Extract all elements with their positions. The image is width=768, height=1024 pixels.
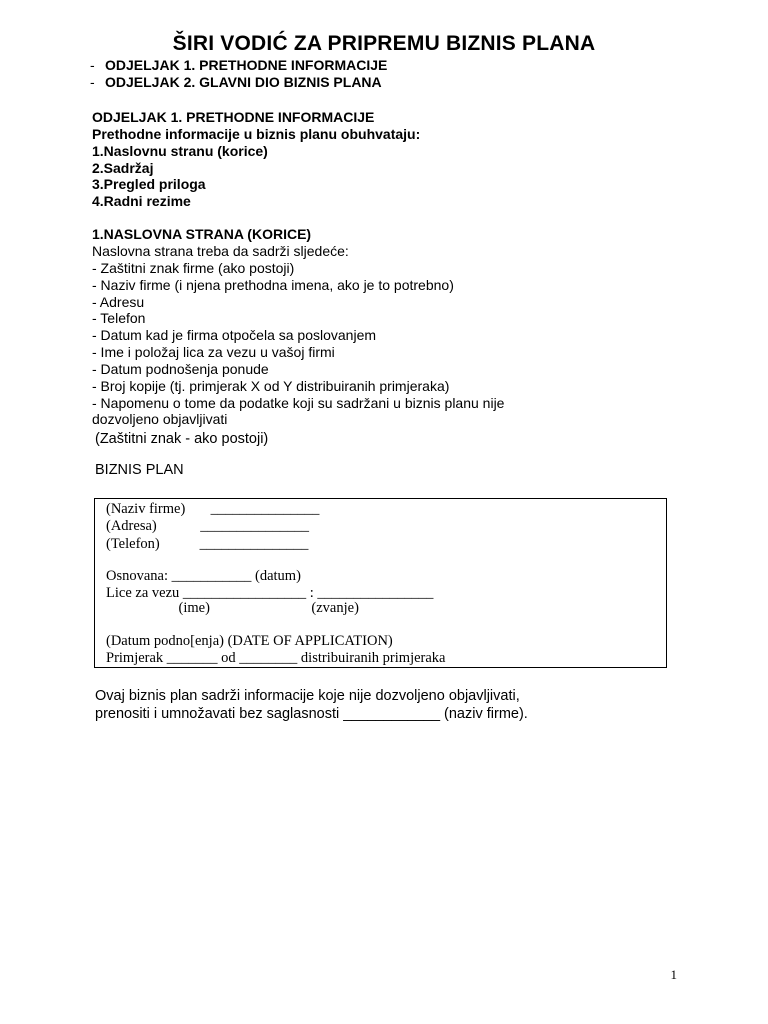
form-copy: Primjerak _______ od ________ distribuiranih primjeraka [106, 650, 446, 666]
cover-heading: 1.NASLOVNA STRANA (KORICE) [92, 226, 312, 242]
logo-note: (Zaštitni znak - ako postoji) [95, 431, 269, 447]
closing-line-1: Ovaj biznis plan sadrži informacije koje nije dozvoljeno objavljivati, [95, 688, 520, 704]
cover-item: dozvoljeno objavljivati [92, 411, 228, 427]
page-title: ŠIRI VODIĆ ZA PRIPREMU BIZNIS PLANA [172, 32, 596, 55]
toc-item-2 [90, 74, 382, 91]
page-number: 1 [670, 967, 677, 982]
toc-text: ODJELJAK 2. GLAVNI DIO BIZNIS PLANA [105, 74, 382, 90]
section1-item: 1.Naslovnu stranu (korice) [92, 143, 268, 159]
cover-item: - Zaštitni znak firme (ako postoji) [92, 260, 295, 276]
section1-item: 2.Sadržaj [92, 160, 154, 176]
form-contact: Lice za vezu _________________ : ________________ [106, 585, 434, 601]
cover-item: - Telefon [92, 310, 146, 326]
biznis-plan-label: BIZNIS PLAN [95, 462, 184, 478]
section1-intro: Prethodne informacije u biznis planu obuhvataju: [92, 126, 421, 142]
cover-item: - Broj kopije (tj. primjerak X od Y distribuiranih primjeraka) [92, 378, 450, 394]
toc-dash: - [90, 57, 95, 73]
cover-intro: Naslovna strana treba da sadrži sljedeće: [92, 243, 349, 259]
section1-item: 3.Pregled priloga [92, 176, 206, 192]
cover-item: - Datum podnošenja ponude [92, 361, 269, 377]
cover-item: - Datum kad je firma otpočela sa poslovanjem [92, 327, 377, 343]
cover-item: - Naziv firme (i njena prethodna imena, ako je to potrebno) [92, 277, 454, 293]
form-contact-sub: (ime) (zvanje) [106, 600, 359, 616]
section1-heading: ODJELJAK 1. PRETHODNE INFORMACIJE [92, 109, 375, 125]
cover-item: - Ime i položaj lica za vezu u vašoj firmi [92, 344, 335, 360]
cover-form-box [94, 498, 667, 668]
section1-item: 4.Radni rezime [92, 193, 191, 209]
form-phone: (Telefon) _______________ [106, 536, 309, 552]
cover-item: - Napomenu o tome da podatke koji su sadržani u biznis planu nije [92, 395, 505, 411]
toc-dash: - [90, 74, 95, 90]
form-company-name: (Naziv firme) _______________ [106, 501, 320, 517]
form-founded: Osnovana: ___________ (datum) [106, 568, 301, 584]
form-address: (Adresa) _______________ [106, 518, 309, 534]
toc-item-1 [90, 57, 387, 74]
closing-line-2: prenositi i umnožavati bez saglasnosti ____________ (naziv firme). [95, 706, 528, 722]
form-date: (Datum podno[enja) (DATE OF APPLICATION) [106, 633, 393, 649]
toc-text: ODJELJAK 1. PRETHODNE INFORMACIJE [105, 57, 388, 73]
cover-item: - Adresu [92, 294, 145, 310]
